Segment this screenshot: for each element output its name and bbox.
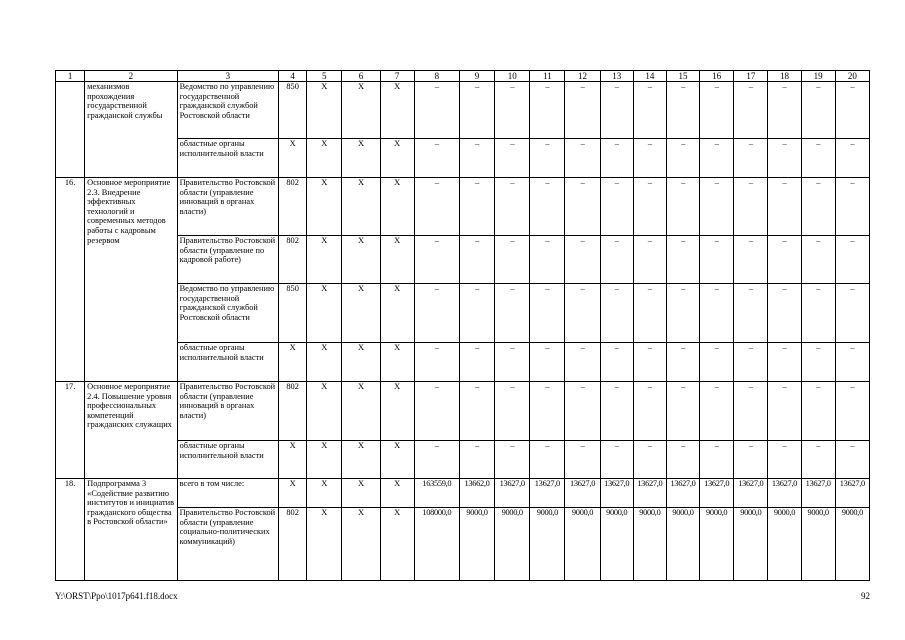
value-cell: – — [801, 284, 835, 343]
event-name: Подпрограмма 3 «Содействие развитию институтов и инициатив гражданского общества в Ростовской области» — [85, 479, 177, 581]
value-cell: – — [700, 382, 734, 441]
value-cell: – — [565, 441, 600, 479]
executor-cell: областные органы исполнительной власти — [177, 343, 278, 382]
event-name: Основное мероприятие 2.3. Внедрение эффективных технологий и современных методов работы с кадровым резервом — [85, 178, 177, 382]
code-cell: X — [342, 441, 380, 479]
code-cell: X — [307, 343, 342, 382]
value-cell: – — [835, 82, 869, 139]
executor-cell: Правительство Ростовской области (управление инноваций в органах власти) — [177, 178, 278, 236]
program-table — [55, 70, 870, 581]
value-cell: – — [835, 441, 869, 479]
value-cell: – — [801, 139, 835, 178]
table-row — [56, 441, 870, 479]
code-cell: X — [380, 178, 414, 236]
code-cell: X — [380, 508, 414, 581]
value-cell: 13627,0 — [835, 479, 869, 508]
column-number: 11 — [530, 71, 565, 82]
value-cell: – — [666, 178, 699, 236]
value-cell: – — [734, 441, 768, 479]
code-cell: X — [342, 284, 380, 343]
value-cell: 9000,0 — [835, 508, 869, 581]
code-cell: X — [307, 508, 342, 581]
value-cell: – — [768, 382, 801, 441]
value-cell: – — [700, 441, 734, 479]
code-cell: X — [342, 382, 380, 441]
value-cell: – — [414, 343, 459, 382]
row-number: 17. — [56, 382, 85, 479]
code-cell: X — [380, 82, 414, 139]
column-number: 12 — [565, 71, 600, 82]
column-number: 19 — [801, 71, 835, 82]
row-number — [56, 82, 85, 178]
value-cell: – — [768, 343, 801, 382]
value-cell: – — [600, 236, 633, 284]
value-cell: 13627,0 — [495, 479, 530, 508]
value-cell: – — [600, 343, 633, 382]
value-cell: – — [530, 382, 565, 441]
value-cell: – — [495, 441, 530, 479]
footer-file-path: Y:\ORST\Ppo\1017p641.f18.docx — [55, 591, 178, 601]
table-row — [56, 382, 870, 441]
value-cell: – — [565, 343, 600, 382]
column-number: 20 — [835, 71, 869, 82]
row-number: 16. — [56, 178, 85, 382]
footer-page-number: 92 — [861, 591, 870, 601]
executor-cell: областные органы исполнительной власти — [177, 441, 278, 479]
code-cell: X — [307, 139, 342, 178]
value-cell: – — [734, 139, 768, 178]
value-cell: – — [633, 441, 666, 479]
value-cell: – — [801, 178, 835, 236]
value-cell: 9000,0 — [734, 508, 768, 581]
value-cell: 13627,0 — [768, 479, 801, 508]
code-cell: X — [342, 139, 380, 178]
value-cell: – — [459, 82, 494, 139]
value-cell: – — [459, 382, 494, 441]
code-cell: 850 — [279, 82, 307, 139]
value-cell: – — [768, 284, 801, 343]
value-cell: 9000,0 — [801, 508, 835, 581]
code-cell: X — [342, 479, 380, 508]
value-cell: – — [530, 178, 565, 236]
value-cell: – — [835, 284, 869, 343]
value-cell: – — [801, 382, 835, 441]
value-cell: – — [666, 382, 699, 441]
column-number: 10 — [495, 71, 530, 82]
value-cell: 108000,0 — [414, 508, 459, 581]
value-cell: – — [700, 139, 734, 178]
event-name: Основное мероприятие 2.4. Повышение уровня профессиональных компетенций гражданских служащих — [85, 382, 177, 479]
value-cell: 13627,0 — [530, 479, 565, 508]
value-cell: 9000,0 — [600, 508, 633, 581]
value-cell: – — [633, 236, 666, 284]
value-cell: – — [734, 178, 768, 236]
value-cell: – — [530, 139, 565, 178]
value-cell: 13627,0 — [565, 479, 600, 508]
value-cell: – — [835, 382, 869, 441]
column-number: 3 — [177, 71, 278, 82]
event-name: механизмов прохождения государственной гражданской службы — [85, 82, 177, 178]
executor-cell: областные органы исполнительной власти — [177, 139, 278, 178]
value-cell: – — [459, 441, 494, 479]
value-cell: – — [734, 284, 768, 343]
column-number-row — [56, 71, 870, 82]
column-number: 15 — [666, 71, 699, 82]
code-cell: X — [307, 236, 342, 284]
table-row — [56, 178, 870, 236]
executor-cell: всего в том числе: — [177, 479, 278, 508]
value-cell: – — [600, 382, 633, 441]
code-cell: X — [380, 139, 414, 178]
code-cell: 802 — [279, 178, 307, 236]
column-number: 6 — [342, 71, 380, 82]
value-cell: – — [459, 343, 494, 382]
value-cell: – — [835, 343, 869, 382]
value-cell: 9000,0 — [459, 508, 494, 581]
code-cell: X — [342, 82, 380, 139]
code-cell: X — [380, 441, 414, 479]
value-cell: – — [768, 178, 801, 236]
value-cell: – — [414, 382, 459, 441]
value-cell: – — [530, 343, 565, 382]
value-cell: – — [459, 139, 494, 178]
executor-cell: Правительство Ростовской области (управление по кадровой работе) — [177, 236, 278, 284]
value-cell: – — [633, 178, 666, 236]
code-cell: X — [342, 343, 380, 382]
value-cell: – — [835, 178, 869, 236]
value-cell: – — [801, 82, 835, 139]
value-cell: – — [700, 284, 734, 343]
code-cell: X — [279, 139, 307, 178]
value-cell: – — [459, 236, 494, 284]
value-cell: – — [565, 82, 600, 139]
value-cell: – — [495, 236, 530, 284]
value-cell: – — [600, 82, 633, 139]
code-cell: X — [307, 284, 342, 343]
table-row — [56, 236, 870, 284]
table-row — [56, 82, 870, 139]
column-number: 1 — [56, 71, 85, 82]
table-row — [56, 479, 870, 508]
value-cell: – — [666, 284, 699, 343]
value-cell: 13662,0 — [459, 479, 494, 508]
value-cell: – — [633, 82, 666, 139]
value-cell: – — [734, 343, 768, 382]
value-cell: – — [565, 382, 600, 441]
table-row — [56, 139, 870, 178]
executor-cell: Правительство Ростовской области (управление социально-политических коммуникаций) — [177, 508, 278, 581]
value-cell: – — [565, 178, 600, 236]
value-cell: – — [600, 139, 633, 178]
value-cell: – — [700, 178, 734, 236]
code-cell: X — [342, 508, 380, 581]
value-cell: – — [666, 82, 699, 139]
executor-cell: Ведомство по управлению государственной гражданской службой Ростовской области — [177, 82, 278, 139]
value-cell: – — [666, 441, 699, 479]
value-cell: – — [835, 139, 869, 178]
column-number: 18 — [768, 71, 801, 82]
value-cell: – — [459, 284, 494, 343]
value-cell: – — [768, 139, 801, 178]
value-cell: – — [414, 82, 459, 139]
executor-cell: Ведомство по управлению государственной гражданской службой Ростовской области — [177, 284, 278, 343]
column-number: 16 — [700, 71, 734, 82]
executor-cell: Правительство Ростовской области (управление инноваций в органах власти) — [177, 382, 278, 441]
value-cell: – — [565, 284, 600, 343]
value-cell: – — [633, 382, 666, 441]
value-cell: – — [495, 139, 530, 178]
value-cell: – — [734, 236, 768, 284]
column-number: 5 — [307, 71, 342, 82]
code-cell: X — [380, 343, 414, 382]
column-number: 2 — [85, 71, 177, 82]
code-cell: X — [380, 284, 414, 343]
table-row — [56, 343, 870, 382]
value-cell: 9000,0 — [666, 508, 699, 581]
column-number: 9 — [459, 71, 494, 82]
value-cell: – — [734, 82, 768, 139]
code-cell: X — [380, 236, 414, 284]
code-cell: 802 — [279, 382, 307, 441]
code-cell: X — [279, 343, 307, 382]
code-cell: X — [307, 82, 342, 139]
code-cell: X — [307, 382, 342, 441]
column-number: 8 — [414, 71, 459, 82]
code-cell: X — [307, 441, 342, 479]
value-cell: – — [835, 236, 869, 284]
value-cell: – — [700, 343, 734, 382]
value-cell: – — [666, 139, 699, 178]
value-cell: 13627,0 — [700, 479, 734, 508]
value-cell: – — [495, 178, 530, 236]
table-row — [56, 508, 870, 581]
column-number: 13 — [600, 71, 633, 82]
value-cell: – — [495, 82, 530, 139]
value-cell: – — [414, 441, 459, 479]
value-cell: – — [666, 236, 699, 284]
code-cell: 850 — [279, 284, 307, 343]
column-number: 14 — [633, 71, 666, 82]
column-number: 17 — [734, 71, 768, 82]
value-cell: 13627,0 — [801, 479, 835, 508]
value-cell: 163559,0 — [414, 479, 459, 508]
value-cell: – — [801, 343, 835, 382]
value-cell: – — [600, 441, 633, 479]
value-cell: – — [801, 236, 835, 284]
column-number: 7 — [380, 71, 414, 82]
row-number: 18. — [56, 479, 85, 581]
value-cell: – — [734, 382, 768, 441]
value-cell: – — [600, 178, 633, 236]
value-cell: – — [459, 178, 494, 236]
value-cell: 13627,0 — [666, 479, 699, 508]
value-cell: – — [565, 139, 600, 178]
code-cell: X — [380, 382, 414, 441]
value-cell: 9000,0 — [768, 508, 801, 581]
value-cell: – — [768, 441, 801, 479]
value-cell: – — [768, 82, 801, 139]
value-cell: – — [633, 343, 666, 382]
value-cell: – — [700, 82, 734, 139]
value-cell: – — [414, 284, 459, 343]
value-cell: – — [768, 236, 801, 284]
table-row — [56, 284, 870, 343]
value-cell: – — [495, 284, 530, 343]
value-cell: – — [495, 382, 530, 441]
column-number: 4 — [279, 71, 307, 82]
value-cell: – — [414, 236, 459, 284]
code-cell: X — [307, 178, 342, 236]
value-cell: – — [495, 343, 530, 382]
value-cell: – — [530, 441, 565, 479]
code-cell: X — [279, 479, 307, 508]
value-cell: – — [666, 343, 699, 382]
value-cell: – — [565, 236, 600, 284]
value-cell: 9000,0 — [495, 508, 530, 581]
value-cell: – — [414, 139, 459, 178]
value-cell: – — [600, 284, 633, 343]
value-cell: – — [530, 82, 565, 139]
code-cell: X — [342, 236, 380, 284]
code-cell: 802 — [279, 236, 307, 284]
value-cell: – — [633, 284, 666, 343]
code-cell: X — [279, 441, 307, 479]
value-cell: 9000,0 — [530, 508, 565, 581]
value-cell: – — [633, 139, 666, 178]
value-cell: 9000,0 — [565, 508, 600, 581]
code-cell: 802 — [279, 508, 307, 581]
code-cell: X — [380, 479, 414, 508]
value-cell: 13627,0 — [600, 479, 633, 508]
value-cell: 13627,0 — [734, 479, 768, 508]
value-cell: – — [801, 441, 835, 479]
code-cell: X — [307, 479, 342, 508]
value-cell: 9000,0 — [633, 508, 666, 581]
value-cell: – — [700, 236, 734, 284]
value-cell: 13627,0 — [633, 479, 666, 508]
value-cell: 9000,0 — [700, 508, 734, 581]
value-cell: – — [414, 178, 459, 236]
value-cell: – — [530, 236, 565, 284]
value-cell: – — [530, 284, 565, 343]
code-cell: X — [342, 178, 380, 236]
